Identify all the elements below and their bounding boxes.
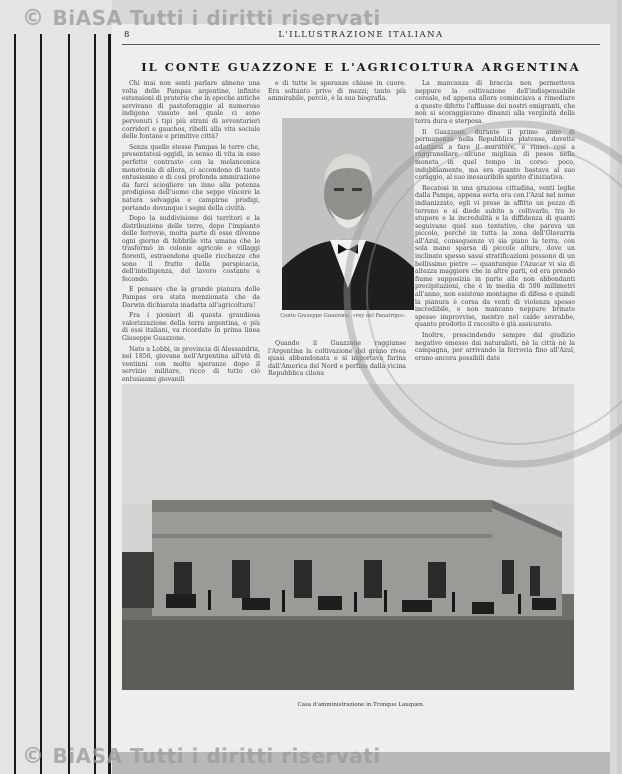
page-stack-line: [108, 34, 111, 774]
page-header: [122, 30, 600, 44]
watermark-top: [0, 6, 617, 31]
paragraph: Chi mai non sentì parlare almeno una volta delle Pampas argentine, infinite estensioni di praterie che in epoche antiche servivano di pastoforaggio al numeroso indigeno vissuto nel quale ci sono pervenuti i tipi più strani di avventurieri corridori e gauchos, ribelli alla vita sociale delle fontane e primitive città?: [122, 80, 260, 141]
paragraph: Fra i pionieri di questa grandiosa valorizzazione della terra argentina, e più di essi italiani, va ricordato in prima linea Giuseppe Guazzone.: [122, 312, 260, 342]
photo-caption: Casa d'amministrazione in Tronque Lauquen.: [297, 702, 425, 708]
paragraph: Recatosi in una graziosa cittadina, venti leghe dalla Pampa, appena sorta ora con l'Azul nel nome indianizzato, egli vi prese in affitto un pezzo di terreno e si diede subito a coltivarlo, tra lo stupore e la incredulità e la diffidenza di quanti seguivano quel suo tentativo, che pareva un piccolo, perché in tutta la zona dell'Olavarría all'Azul, conseguenze vi sia piano la terra, con sola mano sparsa di piccole alture, dove un inclinato spesso sassi stratificazioni possono di un bellissimo pietre — quantunque l'Azucar vi sia di altezza maggiore che in altre parti, ed era prendo fiume supposizia in parte alle non abbondanti precipitazioni, che è in media di 500 millimetri all'anno, non esistono montagne di difesa e quindi la pianura è corsa da venti di violenza spesso incredibile, e non mancano neppure brinate spesso improvvise, mentre nel caldo sovrabbe, quanto prodotto il raccolto è già assicurato.: [415, 184, 575, 329]
paragraph: La mancanza di braccia non permetteva neppure la coltivazione dell'indispensabile cereale, ed appena allora cominciava a rimediare a questo difetto l'afflusso dei nostri emigranti, che non si scoraggiavano dinanzi alla verginità della terra dura e sterposa.: [415, 80, 575, 125]
paragraph: Nato a Lobbi, in provincia di Alessandria, nel 1856, giovane nell'Argentina all'età di ventinni con molte speranze dopo il servizio militare, ricco di tutto ciò entusiasmi giovanili: [122, 345, 260, 383]
library-stamp: [412, 104, 622, 484]
copyright-symbol: ©: [22, 6, 45, 31]
portrait-caption: Conte Giuseppe Guazzone, «rey del Panatrigo».: [280, 313, 406, 319]
page-stack-line: [68, 34, 70, 774]
paragraph: E pensare che la grande pianura delle Pampas era stata menzionata che da Darwin dichiarata inadatta all'agricoltura!: [122, 286, 260, 309]
magazine-page: [112, 24, 610, 752]
paragraph: Dopo la suddivisione dei territori e la distribuzione delle terre, dopo l'impianto delle ferrovie, molta parte di esse divenne ogni giorno di febbrile vita umana che le trasformò in colonie agricole e villaggi fiorenti, estraendone quelle ricchezze che sono il frutto della perspicacia, dell'intelligenza, del lavoro costante e fecondo.: [122, 215, 260, 283]
paragraph: Inoltre, prescindendo sempre dal giudizio negativo emesso dai naturalisti, nè la città nè la campagna, per arrivando la ferrovia fino all'Azul, erano ancora possibili date: [415, 332, 575, 362]
copyright-symbol: ©: [22, 744, 45, 769]
page-number: 8: [124, 30, 130, 40]
text-column-1: [122, 80, 260, 383]
watermark-text: BiASA Tutti i diritti riservati: [52, 744, 381, 768]
page-stack-line: [40, 34, 42, 774]
page-stack-line: [14, 34, 16, 774]
paragraph: Il Guazzone, durante il primo anno di permanenza nella Repubblica platense, dovette adattarsi a fare il muratore, e riuscì così a raggranellare alcune migliaia di pesos nella moneta in quel tempo in corso: poco, indubbiamente, ma era quanto bastava al suo coraggio, al suo inesauribile spirito d'iniziativa.: [415, 128, 575, 182]
watermark-bottom: [0, 744, 617, 769]
page-stack-line: [94, 34, 96, 774]
running-head: L'ILLUSTRAZIONE ITALIANA: [278, 30, 444, 40]
header-rule: [122, 44, 600, 45]
book-binding-edge: [0, 0, 112, 774]
text-column-2-bottom: [268, 340, 406, 380]
article-title: IL CONTE GUAZZONE E L'AGRICOLTURA ARGENTINA: [141, 60, 581, 74]
paragraph: Quando il Guazzone raggiunse l'Argentina la coltivazione del grano rivea quasi abbandonata e si importava farina dall'America del Nord e perfino dalla vicina Repubblica cilena: [268, 340, 406, 378]
paragraph: e di tutte le speranze chiuse in cuore. Era soltanto privo di mezzi; tanto più ammirabile, perciò, è la sua biografia.: [268, 80, 406, 103]
paragraph: Senza quelle stesse Pampas le terre che, presentatesi oggidì, in senso di vita in esso perfetto contrasto con la melanconica monotonia di allora, ci accendono di tanto entusiasmo e di così profonda ammirazione da farci scioglierе un inno alla potenza prodigiosa dell'uomo che seppe vincere la natura selvaggia e campirne prodigi, portando dovunque i segni della civiltà.: [122, 143, 260, 212]
watermark-text: BiASA Tutti i diritti riservati: [52, 6, 381, 30]
